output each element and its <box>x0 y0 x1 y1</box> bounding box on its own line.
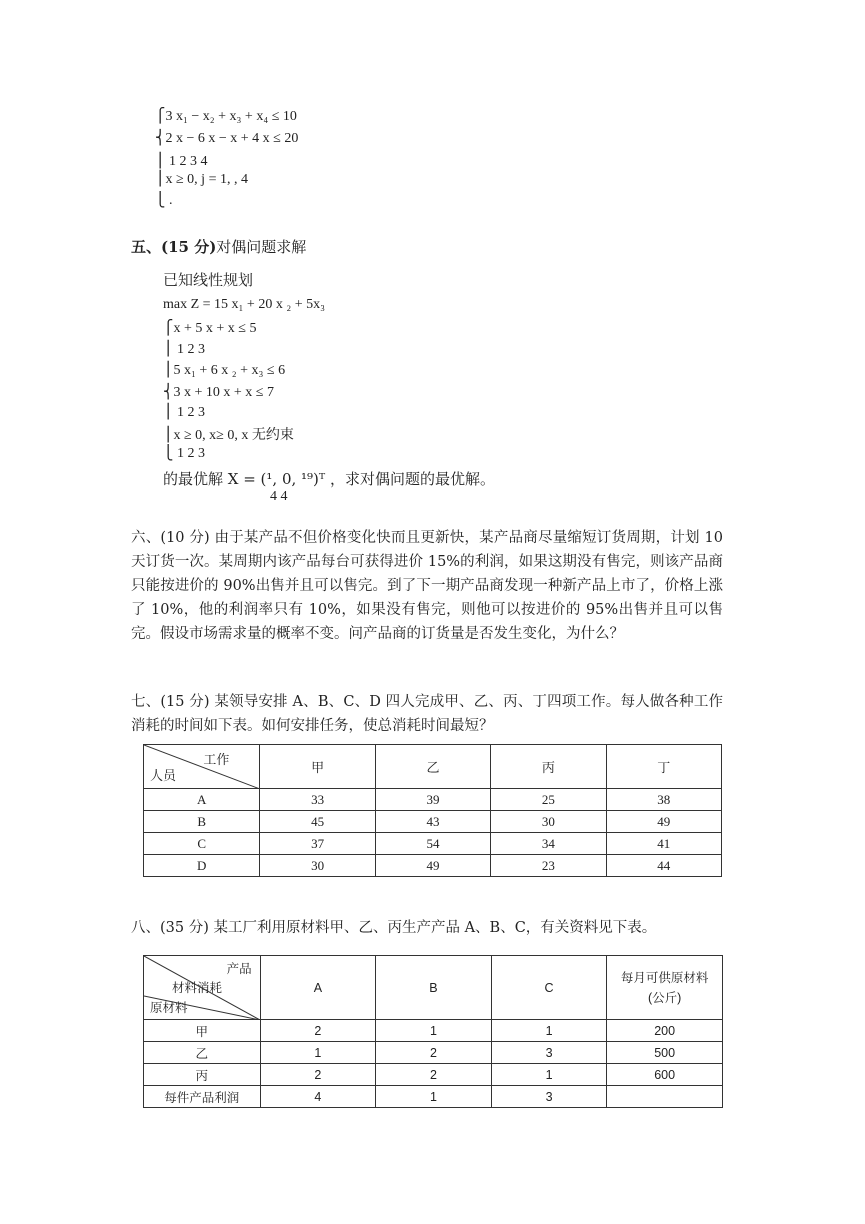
q7-paragraph: 七、(15 分) 某领导安排 A、B、C、D 四人完成甲、乙、丙、丁四项工作。每人做各种工作消耗的时间如下表。如何安排任务，使总消耗时间最短？ <box>131 694 723 734</box>
table-cell: 2 <box>260 1064 376 1086</box>
table-cell: 1 <box>260 1042 376 1064</box>
q8-col-header: B <box>376 956 492 1020</box>
table-cell: 600 <box>607 1064 723 1086</box>
q4-line-3: ⎪ 1 2 3 4 <box>155 154 208 169</box>
table-cell: 44 <box>606 855 721 877</box>
q7-col-header: 甲 <box>260 745 375 789</box>
q8-corner-cell <box>144 956 261 1020</box>
table-cell: 1 <box>376 1020 492 1042</box>
table-cell: 34 <box>491 833 606 855</box>
table-cell: 41 <box>606 833 721 855</box>
table-cell: 23 <box>491 855 606 877</box>
table-cell: 33 <box>260 789 375 811</box>
row-header: 甲 <box>144 1020 261 1042</box>
row-header: B <box>144 811 260 833</box>
q5-constraint-1: ⎧x + 5 x + x ≤ 5 <box>163 321 257 336</box>
row-header: 乙 <box>144 1042 261 1064</box>
q8-paragraph: 八、(35 分) 某工厂利用原材料甲、乙、丙生产产品 A、B、C，有关资料见下表。 <box>131 920 657 936</box>
table-row <box>144 1020 723 1042</box>
table-cell: 49 <box>375 855 490 877</box>
q4-line-4: ⎪x ≥ 0, j = 1, , 4 <box>155 172 248 187</box>
table-cell: 25 <box>491 789 606 811</box>
q8-resource-table <box>143 955 723 1108</box>
table-row <box>144 855 722 877</box>
table-row <box>144 1042 723 1064</box>
table-row <box>144 1064 723 1086</box>
table-cell: 2 <box>376 1064 492 1086</box>
table-cell: 200 <box>607 1020 723 1042</box>
q4-line-2: ⎨2 x − 6 x − x + 4 x ≤ 20 <box>155 131 299 146</box>
q4-line-1: ⎧3 x₁ − x₂ + x₃ + x₄ ≤ 10 <box>155 109 297 124</box>
row-header: 每件产品利润 <box>144 1086 261 1108</box>
q7-col-header: 乙 <box>375 745 490 789</box>
q5-objective: max Z = 15 x₁ + 20 x ₂ + 5x₃ <box>163 297 325 312</box>
q7-corner-cell <box>144 745 260 789</box>
row-header: A <box>144 789 260 811</box>
q8-supply-header <box>607 956 723 1020</box>
table-cell: 38 <box>606 789 721 811</box>
table-cell: 30 <box>491 811 606 833</box>
table-cell: 1 <box>491 1020 607 1042</box>
table-cell: 3 <box>491 1086 607 1108</box>
q4-line-5: ⎩ . <box>155 193 173 208</box>
q8-corner-bottom: 原材料 <box>150 1001 188 1015</box>
table-cell <box>607 1086 723 1108</box>
q8-corner-top: 产品 <box>226 962 252 976</box>
table-cell: 3 <box>491 1042 607 1064</box>
table-cell: 54 <box>375 833 490 855</box>
q8-col-header: C <box>491 956 607 1020</box>
q5-constraint-2: ⎪5 x₁ + 6 x ₂ + x₃ ≤ 6 <box>163 363 286 378</box>
q5-constraint-1-subscripts: ⎪ 1 2 3 <box>163 342 205 357</box>
table-row <box>144 789 722 811</box>
table-cell: 4 <box>260 1086 376 1108</box>
q7-corner-top: 工作 <box>203 752 230 767</box>
row-header: D <box>144 855 260 877</box>
table-cell: 30 <box>260 855 375 877</box>
table-cell: 45 <box>260 811 375 833</box>
q5-intro: 已知线性规划 <box>163 271 254 289</box>
q5-constraint-4: ⎪x ≥ 0, x≥ 0, x 无约束 <box>163 428 294 443</box>
q6-paragraph: 六、(10 分) 由于某产品不但价格变化快而且更新快，某产品商尽量缩短订货周期，计划 10 天订货一次。某周期内该产品每台可获得进价 15%的利润，如果这期没有售完，则该产品商只能按进价的 90%出售并且可以售完。到了下一期产品商发现一种新产品上市了，价格上涨了 10%，他的利润率只有 10%，如果没有售完，则他可以按进价的 95%出售并且可以售完。假设市场需求量的概率不变。问产品商的订货量是否发生变化，为什么？ <box>131 530 723 642</box>
table-row <box>144 833 722 855</box>
q5-constraint-3: ⎨3 x + 10 x + x ≤ 7 <box>163 385 274 400</box>
q8-supply-header-line2: (公斤) <box>648 990 682 1005</box>
table-cell: 37 <box>260 833 375 855</box>
table-row <box>144 1086 723 1108</box>
table-cell: 2 <box>376 1042 492 1064</box>
row-header: C <box>144 833 260 855</box>
q5-optimal-solution: 的最优解 X = (¹, 0, ¹⁹)ᵀ ，求对偶问题的最优解。 <box>163 470 495 488</box>
q8-supply-header-line1: 每月可供原材料 <box>620 970 709 985</box>
table-cell: 39 <box>375 789 490 811</box>
q5-constraint-4-subscripts: ⎩ 1 2 3 <box>163 446 205 461</box>
q8-corner-mid: 材料消耗 <box>172 981 223 995</box>
q7-time-table <box>143 744 722 877</box>
q7-col-header: 丙 <box>491 745 606 789</box>
table-row <box>144 811 722 833</box>
table-cell: 500 <box>607 1042 723 1064</box>
q5-heading <box>131 236 306 257</box>
q7-col-header: 丁 <box>606 745 721 789</box>
table-cell: 49 <box>606 811 721 833</box>
q5-title: 对偶问题求解 <box>216 238 307 256</box>
q5-number: 五、(15 分) <box>131 238 217 256</box>
q5-constraint-3-subscripts: ⎪ 1 2 3 <box>163 405 205 420</box>
q5-optimal-denominators: 4 4 <box>270 489 288 504</box>
table-cell: 2 <box>260 1020 376 1042</box>
table-cell: 43 <box>375 811 490 833</box>
q7-corner-bottom: 人员 <box>150 768 177 783</box>
q8-col-header: A <box>260 956 376 1020</box>
table-cell: 1 <box>376 1086 492 1108</box>
table-cell: 1 <box>491 1064 607 1086</box>
row-header: 丙 <box>144 1064 261 1086</box>
